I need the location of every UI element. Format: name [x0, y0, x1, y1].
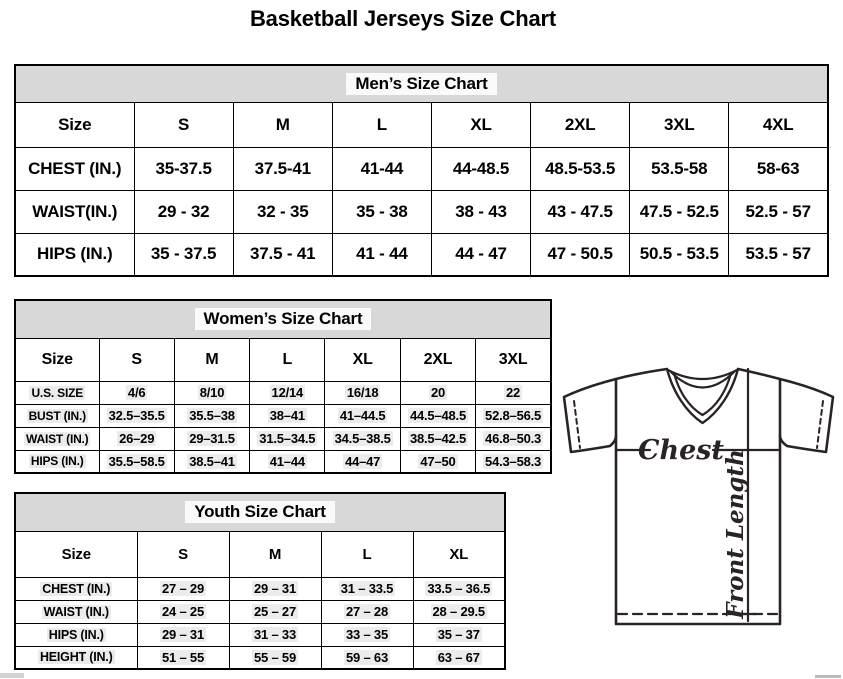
size-value-text: 27 – 29 — [162, 581, 204, 596]
size-value-text: 29 - 32 — [157, 201, 210, 221]
column-header: 3XL — [630, 102, 729, 147]
column-header: S — [137, 531, 229, 577]
size-value — [476, 381, 551, 404]
size-value-text: 25 – 27 — [254, 604, 296, 619]
front-length-label: Front Length — [722, 449, 749, 619]
chest-label: Chest — [638, 435, 724, 466]
row-label — [15, 404, 99, 427]
row-label-text: WAIST (IN.) — [43, 604, 109, 619]
size-value-text: 33.5 – 36.5 — [427, 581, 491, 596]
row-label-text: HIPS (IN.) — [48, 627, 104, 642]
size-value-text: 54.3–58.3 — [485, 453, 542, 469]
table-row — [15, 427, 551, 450]
size-value-text: 41-44 — [360, 158, 404, 178]
size-value — [729, 147, 828, 190]
size-value-text: 41–44 — [269, 453, 305, 469]
column-header: L — [250, 338, 325, 381]
size-value — [99, 450, 174, 473]
column-header: L — [332, 102, 431, 147]
column-header: 4XL — [729, 102, 828, 147]
size-value — [99, 381, 174, 404]
size-value-text: 53.5 - 57 — [745, 244, 811, 264]
size-value — [229, 623, 321, 646]
size-value-text: 41 - 44 — [356, 244, 408, 264]
table-title: Youth Size Chart — [185, 501, 335, 523]
size-value-text: 29 – 31 — [254, 581, 296, 596]
size-value — [321, 600, 413, 623]
size-value-text: 35 - 38 — [356, 201, 408, 221]
size-value-text: 52.8–56.5 — [485, 408, 542, 423]
size-value — [321, 623, 413, 646]
table-row — [15, 147, 828, 190]
size-value — [531, 190, 630, 233]
jersey-torso-outline — [616, 369, 780, 624]
size-value — [321, 577, 413, 600]
row-label — [15, 427, 99, 450]
size-value — [332, 233, 431, 276]
size-value — [174, 404, 249, 427]
size-value-text: 51 – 55 — [162, 649, 204, 665]
column-header: 3XL — [476, 338, 551, 381]
size-value-text: 63 – 67 — [437, 649, 480, 665]
row-label-text: WAIST (IN.) — [26, 431, 89, 446]
size-value — [630, 190, 729, 233]
size-value-text: 52.5 - 57 — [745, 201, 811, 221]
column-header-row — [15, 102, 828, 147]
size-value-text: 35-37.5 — [155, 158, 212, 178]
size-value-text: 31 – 33.5 — [340, 581, 394, 596]
size-value — [729, 190, 828, 233]
size-value — [174, 427, 249, 450]
column-header-row — [15, 338, 551, 381]
size-value — [630, 233, 729, 276]
row-label — [15, 577, 137, 600]
table-row — [15, 577, 505, 600]
table-title-row — [15, 493, 505, 531]
size-value-text: 48.5-53.5 — [545, 158, 616, 178]
size-value-text: 22 — [506, 385, 521, 400]
size-value — [476, 450, 551, 473]
size-value — [531, 233, 630, 276]
table-title-row — [15, 300, 551, 338]
size-value-text: 55 – 59 — [254, 649, 296, 665]
size-value-text: 4/6 — [127, 385, 146, 400]
womens-size-table — [14, 299, 552, 474]
size-value-text: 50.5 - 53.5 — [639, 244, 719, 264]
size-value-text: 32 - 35 — [256, 201, 309, 221]
row-label-text: HIPS (IN.) — [37, 244, 113, 264]
table-title-cell — [15, 493, 505, 531]
size-value-text: 38.5–41 — [189, 453, 235, 469]
row-label-text: BUST (IN.) — [28, 408, 86, 423]
size-value-text: 44.5–48.5 — [409, 408, 466, 423]
size-value-text: 59 – 63 — [346, 649, 388, 665]
size-value — [400, 427, 475, 450]
size-value — [413, 577, 505, 600]
row-label-text: CHEST (IN.) — [42, 581, 111, 596]
size-value-text: 31.5–34.5 — [259, 431, 316, 446]
size-value-text: 47 - 50.5 — [547, 244, 613, 264]
mens-size-table — [14, 64, 829, 277]
size-value — [174, 381, 249, 404]
size-value — [134, 190, 233, 233]
size-value-text: 20 — [430, 385, 445, 400]
table-title-cell — [15, 65, 828, 102]
size-value — [431, 147, 530, 190]
row-label — [15, 450, 99, 473]
table-title: Men’s Size Chart — [346, 73, 496, 95]
jersey-right-cuff-stitch — [817, 401, 823, 448]
size-value-text: 38–41 — [269, 408, 305, 423]
size-value — [400, 404, 475, 427]
size-value — [332, 147, 431, 190]
size-value-text: 58-63 — [756, 158, 800, 178]
jersey-right-sleeve — [780, 379, 833, 452]
size-value-text: 24 – 25 — [162, 604, 204, 619]
size-value — [250, 381, 325, 404]
column-header: Size — [15, 338, 99, 381]
size-value-text: 47.5 - 52.5 — [639, 201, 719, 221]
column-header: XL — [431, 102, 530, 147]
column-header: S — [134, 102, 233, 147]
size-value — [229, 646, 321, 669]
size-value-text: 43 - 47.5 — [547, 201, 613, 221]
column-header: XL — [413, 531, 505, 577]
size-value — [332, 190, 431, 233]
size-value-text: 44-48.5 — [452, 158, 510, 178]
size-value-text: 37.5-41 — [254, 158, 311, 178]
size-value — [174, 450, 249, 473]
size-value-text: 29–31.5 — [189, 431, 235, 446]
size-value — [476, 404, 551, 427]
size-value-text: 28 – 29.5 — [432, 604, 485, 619]
column-header: M — [233, 102, 332, 147]
column-header: Size — [15, 531, 137, 577]
table-row — [15, 190, 828, 233]
size-value — [476, 427, 551, 450]
column-header: L — [321, 531, 413, 577]
size-value — [325, 404, 400, 427]
table-row — [15, 404, 551, 427]
size-value-text: 44–47 — [345, 453, 381, 469]
size-value — [137, 600, 229, 623]
size-value-text: 53.5-58 — [651, 158, 708, 178]
size-value — [400, 381, 475, 404]
size-value-text: 38 - 43 — [455, 201, 507, 221]
size-value — [413, 600, 505, 623]
size-value-text: 31 – 33 — [254, 627, 296, 642]
size-value — [431, 190, 530, 233]
column-header: M — [174, 338, 249, 381]
size-value-text: 35 – 37 — [437, 627, 480, 642]
size-value — [137, 577, 229, 600]
size-value-text: 46.8–50.3 — [485, 431, 542, 446]
row-label — [15, 190, 134, 233]
size-value — [431, 233, 530, 276]
size-value — [413, 623, 505, 646]
size-value-text: 37.5 - 41 — [250, 244, 316, 264]
row-label — [15, 600, 137, 623]
size-value — [630, 147, 729, 190]
size-value-text: 27 – 28 — [346, 604, 388, 619]
column-header-row — [15, 531, 505, 577]
size-value-text: 47–50 — [420, 453, 456, 469]
size-value — [99, 404, 174, 427]
size-value — [400, 450, 475, 473]
jersey-left-sleeve — [564, 379, 616, 452]
row-label — [15, 381, 99, 404]
jersey-left-cuff-stitch — [574, 401, 580, 448]
size-value — [321, 646, 413, 669]
size-value-text: 16/18 — [346, 385, 379, 400]
size-value — [325, 450, 400, 473]
row-label-text: HIPS (IN.) — [30, 454, 84, 469]
column-header: XL — [325, 338, 400, 381]
row-label — [15, 646, 137, 669]
table-row — [15, 381, 551, 404]
row-label-text: U.S. SIZE — [31, 385, 84, 400]
size-value-text: 26–29 — [119, 431, 155, 446]
size-value — [250, 427, 325, 450]
column-header: 2XL — [400, 338, 475, 381]
table-row — [15, 233, 828, 276]
column-header: Size — [15, 102, 134, 147]
row-label-text: WAIST(IN.) — [32, 201, 118, 221]
scrollbar-fragment-right[interactable] — [815, 675, 841, 678]
size-value — [413, 646, 505, 669]
row-label — [15, 147, 134, 190]
size-value-text: 38.5–42.5 — [409, 431, 466, 446]
size-value — [134, 147, 233, 190]
size-value — [233, 233, 332, 276]
size-value — [137, 623, 229, 646]
size-value — [325, 427, 400, 450]
row-label-text: HEIGHT (IN.) — [39, 650, 113, 665]
column-header: 2XL — [531, 102, 630, 147]
size-value — [531, 147, 630, 190]
size-value-text: 29 – 31 — [162, 627, 204, 642]
table-row — [15, 646, 505, 669]
size-value — [233, 190, 332, 233]
row-label-text: CHEST (IN.) — [28, 158, 122, 178]
size-value-text: 35.5–58.5 — [108, 453, 165, 469]
row-label — [15, 233, 134, 276]
scrollbar-fragment-left[interactable] — [0, 673, 24, 678]
table-title: Women’s Size Chart — [195, 308, 372, 330]
size-value — [250, 450, 325, 473]
size-value — [729, 233, 828, 276]
size-value — [137, 646, 229, 669]
youth-size-table — [14, 492, 506, 670]
size-value-text: 32.5–35.5 — [108, 408, 165, 423]
table-title-row — [15, 65, 828, 102]
table-row — [15, 600, 505, 623]
size-value-text: 44 - 47 — [455, 244, 507, 264]
row-label — [15, 623, 137, 646]
size-value — [229, 577, 321, 600]
size-value — [229, 600, 321, 623]
size-value — [99, 427, 174, 450]
size-value-text: 41–44.5 — [339, 408, 386, 423]
jersey-measurement-diagram — [560, 362, 842, 628]
size-value-text: 33 – 35 — [346, 627, 388, 642]
table-row — [15, 450, 551, 473]
size-value — [134, 233, 233, 276]
column-header: M — [229, 531, 321, 577]
size-value — [250, 404, 325, 427]
table-row — [15, 623, 505, 646]
table-title-cell — [15, 300, 551, 338]
size-value — [233, 147, 332, 190]
size-value-text: 35.5–38 — [189, 408, 235, 423]
size-value-text: 34.5–38.5 — [334, 431, 391, 446]
page-title: Basketball Jerseys Size Chart — [249, 6, 557, 31]
column-header: S — [99, 338, 174, 381]
size-value-text: 12/14 — [271, 385, 304, 400]
size-value-text: 35 - 37.5 — [150, 244, 217, 264]
size-value-text: 8/10 — [199, 385, 225, 400]
size-value — [325, 381, 400, 404]
